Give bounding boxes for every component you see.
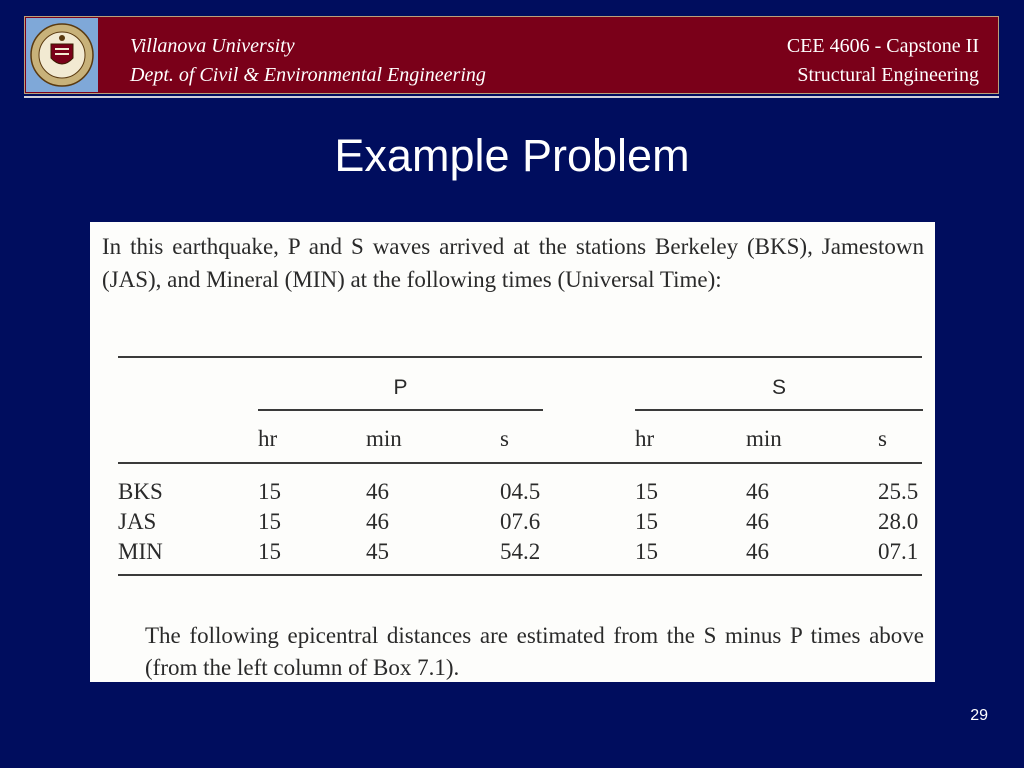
column-header: hr bbox=[635, 426, 655, 451]
table-cell: 46 bbox=[366, 509, 389, 534]
group-p-rule bbox=[258, 409, 543, 411]
page-number: 29 bbox=[970, 707, 988, 724]
table-top-rule bbox=[118, 356, 922, 358]
table-cell: 15 bbox=[635, 509, 658, 534]
table-cell: 45 bbox=[366, 539, 389, 564]
table-cell: 28.0 bbox=[878, 509, 919, 534]
table-cell: 15 bbox=[258, 539, 281, 564]
station-name: MIN bbox=[118, 539, 163, 564]
table-bottom-rule bbox=[118, 574, 922, 576]
column-header: min bbox=[746, 426, 782, 451]
table-cell: 15 bbox=[635, 479, 658, 504]
column-header: s bbox=[878, 426, 887, 451]
header-rule bbox=[118, 462, 922, 464]
institution-block bbox=[130, 32, 486, 90]
table-cell: 07.6 bbox=[500, 509, 541, 534]
table-cell: 04.5 bbox=[500, 479, 541, 504]
station-name: JAS bbox=[118, 509, 157, 534]
table-cell: 54.2 bbox=[500, 539, 541, 564]
group-header-s: S bbox=[771, 376, 786, 399]
column-header: hr bbox=[258, 426, 278, 451]
column-header: min bbox=[366, 426, 402, 451]
course-block bbox=[787, 32, 979, 90]
table-cell: 07.1 bbox=[878, 539, 919, 564]
university-seal-icon bbox=[26, 18, 98, 92]
table-cell: 25.5 bbox=[878, 479, 919, 504]
department-name: Dept. of Civil & Environmental Engineering bbox=[130, 64, 486, 86]
station-name: BKS bbox=[118, 479, 163, 504]
group-s-rule bbox=[635, 409, 923, 411]
footer-paragraph: The following epicentral distances are estimated from the S minus P times above (from the left column of Box 7.1). bbox=[145, 623, 924, 680]
header-banner bbox=[24, 16, 999, 94]
column-header: s bbox=[500, 426, 509, 451]
banner-divider bbox=[24, 96, 999, 98]
scanned-text-image bbox=[90, 222, 935, 682]
table-cell: 46 bbox=[746, 479, 769, 504]
course-name: CEE 4606 - Capstone II bbox=[786, 35, 979, 57]
university-name: Villanova University bbox=[130, 35, 295, 57]
table-cell: 46 bbox=[366, 479, 389, 504]
intro-paragraph: In this earthquake, P and S waves arrived at the stations Berkeley (BKS), Jamestown (JAS), and Mineral (MIN) at the following times (Universal Time): bbox=[102, 234, 924, 292]
slide-title: Example Problem bbox=[334, 130, 690, 181]
table-cell: 15 bbox=[258, 479, 281, 504]
table-cell: 46 bbox=[746, 509, 769, 534]
table-cell: 46 bbox=[746, 539, 769, 564]
course-subject: Structural Engineering bbox=[797, 64, 979, 86]
table-cell: 15 bbox=[635, 539, 658, 564]
table-cell: 15 bbox=[258, 509, 281, 534]
group-header-p: P bbox=[393, 376, 408, 399]
